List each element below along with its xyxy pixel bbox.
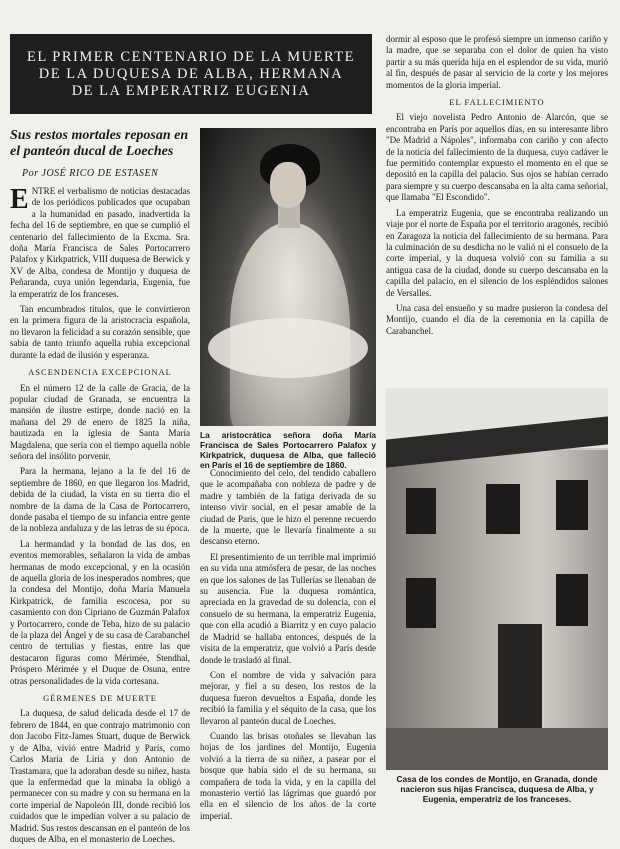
headline-banner (10, 34, 372, 114)
house-window (486, 484, 520, 534)
article-paragraph: El viejo novelista Pedro Antonio de Alarcón, que se encontraba en París por aquellos días, en su interesante libro "De Madrid a Nápoles", informaba con cariño y con afecto de la noticia del fallecimiento de la duquesa, cuyo cadáver le fue permitido contemplar expuesto el momento en el que se depositó en la capilla del palacio. Sus ojos se habían cerrado para siempre y su cuerpo descansaba en la alta cama señorial, que llamaba "El Escondido". (386, 112, 608, 203)
portrait-stole (208, 318, 368, 378)
article-paragraph (10, 186, 190, 300)
article-column-1 (10, 186, 190, 849)
article-paragraph: La hermandad y la bondad de las dos, en eventos memorables, señalaron la vida de ambas hermanas de modo excepcional, y en la ocasión de aquella gloria de los inesperados nombres, que la condesa del Montijo, doña María Manuela Kirkpatrick, de familia escocesa, por su casamiento con don Cipriano de Guzmán Palafox y Portocarrero, conde de Teba, hizo de su palacio de la plaza del Ángel y de su casa de Carabanchel centro de tertulias y fiestas, entre las que destacaron figuras como Mérimée, Stendhal, Próspero Mérimée y el Duque de Osuna, entre otras personalidades de la vida cortesana. (10, 538, 190, 686)
article-paragraph: Cuando las brisas otoñales se llevaban las hojas de los jardines del Montijo, Eugenia volvió a la tierra de su niñez, a pasear por el bosque que había sido el de su hermana, su compañera de toda la vida, y en la capilla del monasterio vertió las lágrimas que guardó por ella en el silencio de los años de la corte imperial. (200, 730, 376, 821)
article-paragraph: Conocimiento del celo, del tendido caballero que le acompañaba con nobleza de padre y de madre y también de la fatiga derivada de su intenso vivir social, en el pesar amable de la ciudad de París, que le hizo el perenne recuerdo de la muerte, que le llevaría finalmente a su descanso eterno. (200, 468, 376, 547)
drop-cap: E (10, 184, 29, 215)
article-paragraph: Con el nombre de vida y salvación para mejorar, y fiel a su deseo, los restos de la duquesa fueron devueltos a España, donde les recibió la familia y el séquito de la casa, que los llevaron al panteón ducal de Loeches. (200, 669, 376, 726)
section-heading: GÉRMENES DE MUERTE (43, 693, 157, 704)
house-window (556, 480, 588, 530)
house-window (406, 488, 436, 534)
headline-line: DE LA EMPERATRIZ EUGENIA (71, 82, 311, 99)
house-window (556, 574, 588, 626)
byline: Por JOSÉ RICO DE ESTASEN (22, 168, 159, 179)
article-paragraph: La duquesa, de salud delicada desde el 17 de febrero de 1844, en que contrajo matrimonio con don Jacobo Fitz-James Stuart, duque de Berwick y de Alba, vivió entre Madrid y París, como Carlos María de Liria y don Antonio de Trastamara, que la adoraban desde su niñez, hasta que la enfermedad que la minaba la obligó a permanecer con su madre y con su hermana en la corte imperial de Napoleón III, donde recibió los cuidados que le impedían volver a su palacio de Madrid. Sus restos descansan en el panteón de los duques de Alba, en el monasterio de Loeches. (10, 708, 190, 844)
house-door (498, 624, 542, 732)
subtitle: Sus restos mortales reposan en el panteón ducal de Loeches (10, 128, 189, 159)
article-paragraph: La emperatriz Eugenia, que se encontraba realizando un viaje por el norte de España por el territorio aragonés, recibió en Zaragoza la noticia del fallecimiento de su hermana. Para la culminación de su desdicha no le valió ni el consuelo de la corte imperial, y la duquesa volvió con su familia a su antigua casa de la ciudad, donde su cuerpo descansaba en la capilla del palacio, en el silencio de los espléndidos salones de Versalles. (386, 207, 608, 298)
article-paragraph: Una casa del ensueño y su madre pusieron la condesa del Montijo, cuando el día de la ceremonia en la capilla de Carabanchel. (386, 302, 608, 336)
house-street (386, 728, 608, 770)
house-photo (386, 388, 608, 770)
portrait-caption: La aristocrática señora doña María Francisca de Sales Portocarrero Palafox y Kirkpatrick, duquesa de Alba, que falleció en París el 16 de septiembre de 1860. (200, 430, 376, 470)
portrait-face (270, 162, 306, 208)
article-column-3 (386, 34, 608, 341)
headline-line: DE LA DUQUESA DE ALBA, HERMANA (38, 65, 344, 82)
article-column-2 (200, 468, 376, 826)
article-paragraph: En el número 12 de la calle de Gracia, de la popular ciudad de Granada, se encuentra la mansión de ilustre estirpe, donde nació en la mañana del 29 de enero de 1825 la niña, bautizada en la iglesia de Santa María Magdalena, que sería con el tiempo aquella noble señora del insólito porvenir. (10, 382, 190, 461)
paragraph-text: NTRE el verbalismo de noticias destacadas de los periódicos publicados que ocupaban a la humanidad en pasado, inadvertida la fecha del 16 de septiembre, en que se cumplió el centenario del fallecimiento de la Excma. Sra. doña María Francisca de Sales Portocarrero Palafox y Kirkpatrick, VIII duquesa de Berwick y XV de Alba, condesa de Montijo y duquesa de Peñaranda, cuya unión legendaria, Eugenia, fue la emperatriz de los franceses. (10, 186, 190, 299)
headline-line: EL PRIMER CENTENARIO DE LA MUERTE (26, 48, 355, 65)
section-heading: EL FALLECIMIENTO (449, 97, 545, 108)
article-paragraph: Para la hermana, lejano a la fe del 16 de septiembre de 1860, en que llegaron los Madrid, debida de la ciudad, la vista en su tierra dio el nombre de la dama de la Casa de Portocarrero, donde pasaba el tiempo de su infancia entre gente de la nobleza andaluza y de las letras de su época. (10, 466, 190, 534)
portrait-photo (200, 128, 376, 426)
house-caption: Casa de los condes de Montijo, en Granada, donde nacieron sus hijas Francisca, duquesa de Alba, y Eugenia, emperatriz de los franceses. (396, 774, 598, 804)
house-window (406, 578, 436, 628)
article-paragraph: dormir al esposo que le profesó siempre un inmenso cariño y la madre, que se separaba con el dolor de quien ha visto partir a su más querida hija en el esplendor de su vida, murió al fin, después de pasar al servicio de la corte y los mejores momentos de la gloria imperial. (386, 34, 608, 90)
article-paragraph: El presentimiento de un terrible mal imprimió en su vida una atmósfera de pesar, de las noches en que los salones de las Tullerías se llenaban de su ausencia. Fue la duquesa romántica, apreciada en la gravedad de su dolencia, con el consuelo de su hermana, la emperatriz Eugenia, que con ella acudió a Biarritz y en cuyo palacio de Madrid se hallaba entonces, después de la visita de la emperatriz, que volvió a París desde donde le trasladó al final. (200, 551, 376, 665)
section-heading: ASCENDENCIA EXCEPCIONAL (28, 367, 172, 378)
article-paragraph: Tan encumbrados títulos, que le convirtieron en la primera figura de la aristocracia española, no llevaron la felicidad a su corazón sensible, que sabía de tanto triunfo aquella rubia excepcional durante la edad de ilusión y esperanza. (10, 304, 190, 360)
